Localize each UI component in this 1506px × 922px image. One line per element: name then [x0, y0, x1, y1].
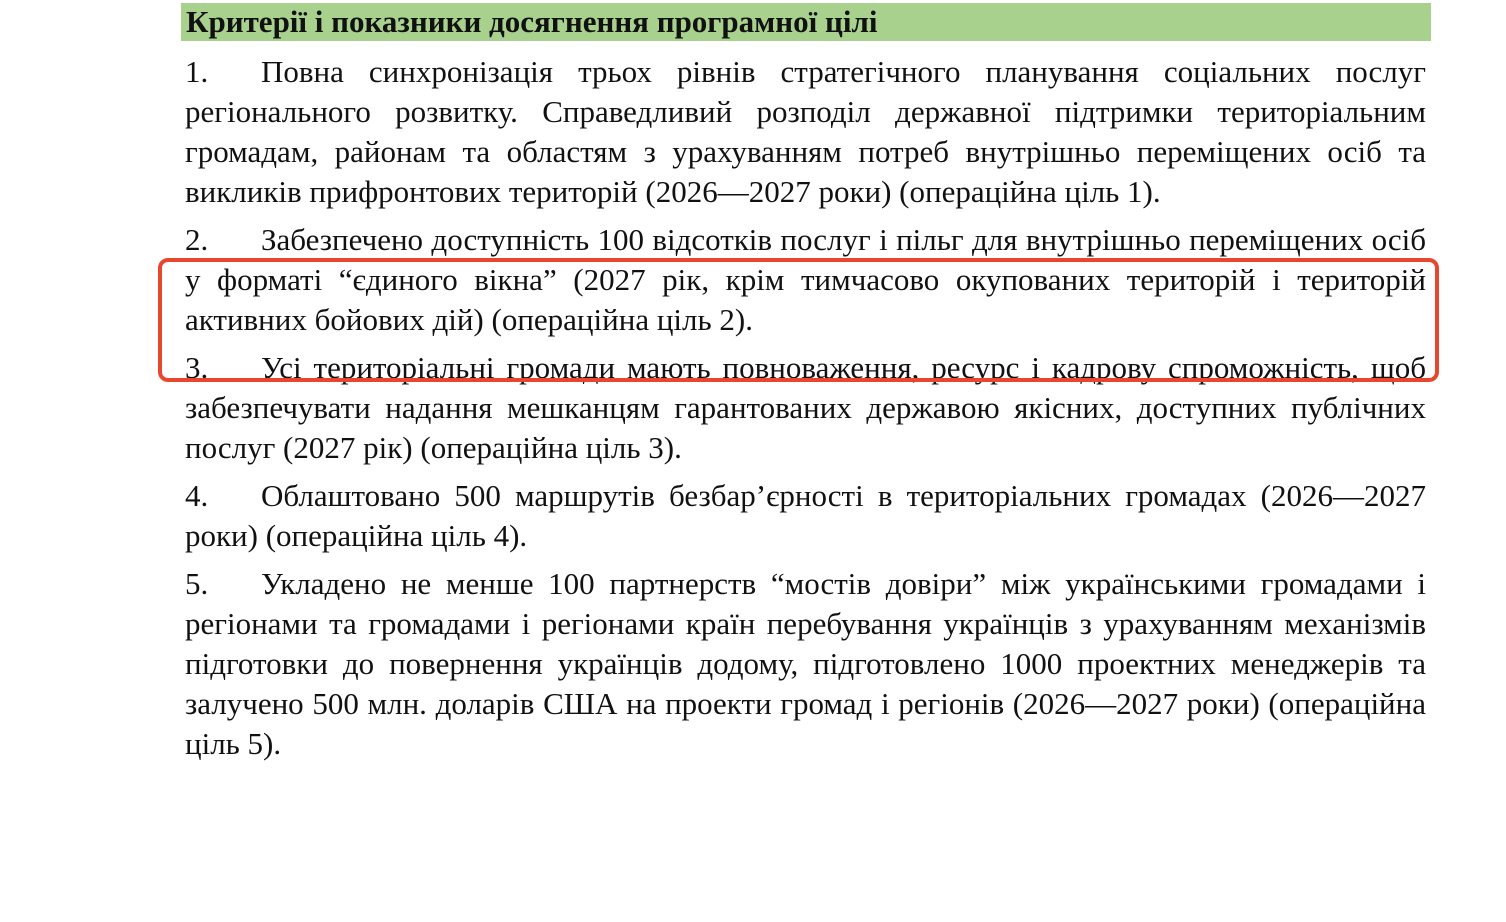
section-heading — [181, 3, 1431, 41]
item-text: Усі територіальні громади мають повноваження, ресурс і кадрову спроможність, щоб забезпечувати надання мешканцям гарантованих державою якісних, доступних публічних послуг (2027 рік) (операційна ціль 3). — [185, 350, 1426, 465]
list-item — [185, 564, 1426, 764]
list-item — [185, 52, 1426, 212]
item-number: 4. — [185, 478, 209, 513]
list-item — [185, 476, 1426, 556]
list-item-highlighted — [185, 220, 1426, 340]
criteria-list — [185, 52, 1426, 764]
item-number: 1. — [185, 54, 209, 89]
item-number: 5. — [185, 566, 209, 601]
item-text: Укладено не менше 100 партнерств “мостів довіри” між українськими громадами і регіонами та громадами і регіонами країн перебування українців з урахуванням механізмів підготовки до повернення українців додому, підготовлено 1000 проектних менеджерів та залучено 500 млн. доларів США на проекти громад і регіонів (2026—2027 роки) (операційна ціль 5). — [185, 566, 1426, 761]
item-text: Облаштовано 500 маршрутів безбар’єрності в територіальних громадах (2026—2027 роки) (операційна ціль 4). — [185, 478, 1426, 553]
item-number: 3. — [185, 350, 209, 385]
item-text: Забезпечено доступність 100 відсотків послуг і пільг для внутрішньо переміщених осіб у форматі “єдиного вікна” (2027 рік, крім тимчасово окупованих територій і територій активних бойових дій) (операційна ціль 2). — [185, 222, 1426, 337]
item-text: Повна синхронізація трьох рівнів стратегічного планування соціальних послуг регіонального розвитку. Справедливий розподіл державної підтримки територіальним громадам, районам та областям з урахуванням потреб внутрішньо переміщених осіб та викликів прифронтових територій (2026—2027 роки) (операційна ціль 1). — [185, 54, 1426, 209]
section-heading-text: Критерії і показники досягнення програмної цілі — [186, 4, 878, 39]
item-number: 2. — [185, 222, 209, 257]
list-item — [185, 348, 1426, 468]
